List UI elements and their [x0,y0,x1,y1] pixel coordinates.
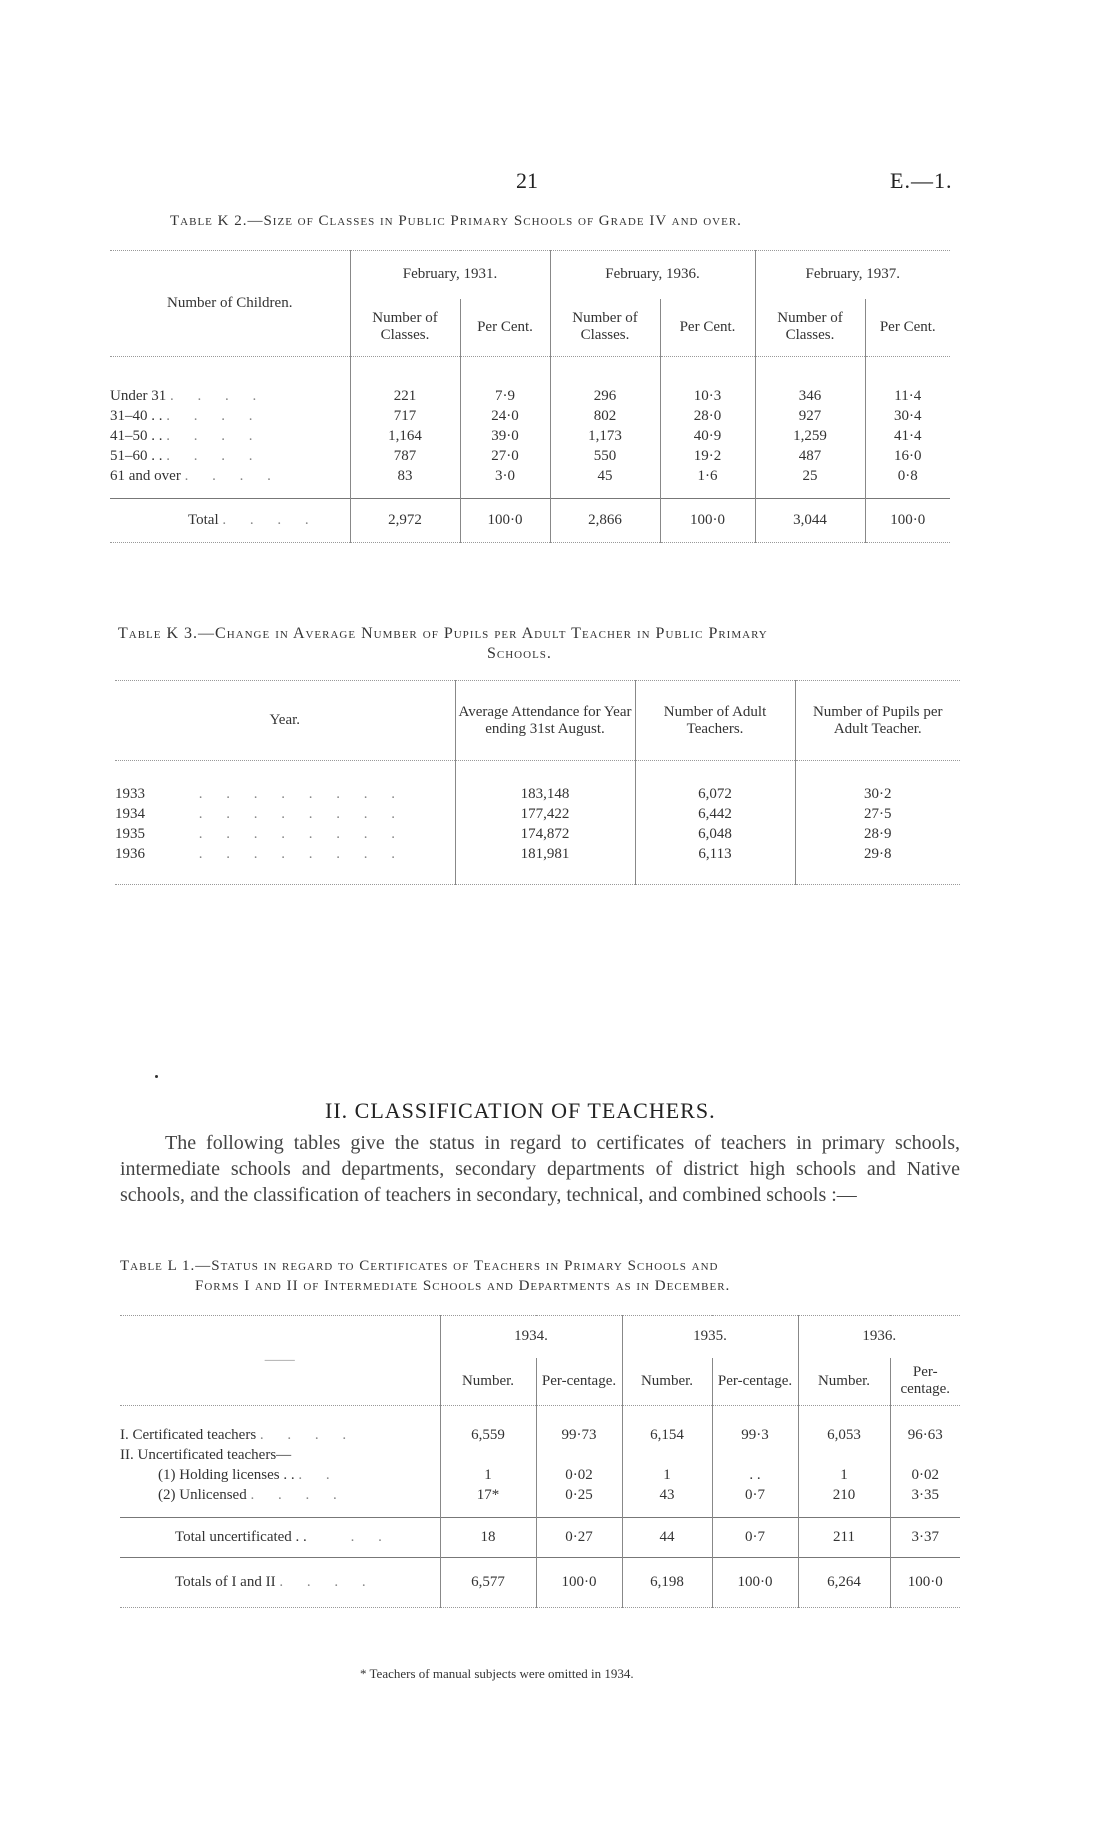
sub-header: Number of Classes. [550,299,660,357]
page-reference: E.—1. [890,168,953,193]
table-k3-caption: Table K 3.—Change in Average Number of Pupils per Adult Teacher in Public Primary [118,625,768,642]
totals-row [120,1558,960,1608]
leader-dots: . . . . [166,428,263,444]
cell: 6,442 [635,805,795,825]
row-label: Under 31 [110,388,167,404]
cell: 1,259 [755,427,865,447]
cell: 100·0 [890,1558,960,1608]
cell: 1,164 [350,427,460,447]
cell: 0·27 [536,1518,622,1558]
cell: 100·0 [712,1558,798,1608]
leader-dots: . . . . [250,1487,347,1503]
period-header: February, 1931. [350,251,550,299]
cell: 2,866 [550,499,660,543]
cell: 6,048 [635,825,795,845]
cell: 18 [440,1518,536,1558]
cell: 28·0 [660,407,755,427]
row-label: (1) Holding licenses . . [158,1467,295,1483]
row-label: I. Certificated teachers [120,1427,257,1443]
table-row [120,1446,960,1466]
row-label: Totals of I and II [175,1574,276,1590]
cell: 100·0 [865,499,950,543]
table-l1-caption-cont: Forms I and II of Intermediate Schools and Departments as in December. [195,1278,731,1294]
cell: 100·0 [536,1558,622,1608]
table-row [110,427,950,447]
cell: 19·2 [660,447,755,467]
cell: 43 [622,1486,712,1506]
row-label: (2) Unlicensed [158,1487,247,1503]
cell: 3·0 [460,467,550,487]
cell: 717 [350,407,460,427]
leader-dots: . . . . [259,1427,357,1443]
cell: 1 [440,1466,536,1486]
footnote: * Teachers of manual subjects were omitted in 1934. [360,1666,634,1681]
cell: 6,072 [635,785,795,805]
sub-header: Number. [622,1358,712,1406]
sub-header: Number of Classes. [350,299,460,357]
cell: 1,173 [550,427,660,447]
cell: 6,113 [635,845,795,865]
period-header: February, 1937. [755,251,950,299]
cell: 96·63 [890,1426,960,1446]
table-k3-caption-cont: Schools. [487,645,552,662]
year-header: 1934. [440,1316,622,1358]
cell: 100·0 [660,499,755,543]
table-k2-caption: Table K 2.—Size of Classes in Public Primary Schools of Grade IV and over. [170,213,742,229]
sub-header: Number of Classes. [755,299,865,357]
cell: 550 [550,447,660,467]
cell: 28·9 [795,825,960,845]
sub-header: Number. [798,1358,890,1406]
cell: 29·8 [795,845,960,865]
cell: 0·7 [712,1518,798,1558]
cell: 45 [550,467,660,487]
row-label: II. Uncertificated teachers— [120,1447,292,1463]
cell: 210 [798,1486,890,1506]
table-row [115,805,960,825]
leader-dots: . . . . [170,388,267,404]
leader-dots: . . . . . . . . [198,786,405,802]
cell: 0·8 [865,467,950,487]
cell: 41·4 [865,427,950,447]
cell: 487 [755,447,865,467]
cell: 10·3 [660,387,755,407]
leader-dots: . . . . [184,468,281,484]
cell: 6,577 [440,1558,536,1608]
leader-dots: . . [298,1467,340,1483]
cell: 100·0 [460,499,550,543]
cell: 346 [755,387,865,407]
row-label: 41–50 . . [110,428,163,444]
leader-dots: . . . . [166,408,263,424]
year-header: 1935. [622,1316,798,1358]
column-header: Number of Pupils per Adult Teacher. [795,681,960,761]
sub-header: Number. [440,1358,536,1406]
leader-dots: . . . . . . . . [198,846,405,862]
column-header: Average Attendance for Year ending 31st August. [455,681,635,761]
table-row [110,407,950,427]
sub-header: Per-centage. [890,1358,960,1406]
leader-dots: . . . . [222,512,319,528]
column-header: Number of Adult Teachers. [635,681,795,761]
table-row [110,447,950,467]
cell: 1 [798,1466,890,1486]
cell: 25 [755,467,865,487]
table-k3 [115,680,960,885]
cell: 3·35 [890,1486,960,1506]
row-label: 61 and over [110,468,181,484]
cell: 0·02 [890,1466,960,1486]
cell: 1 [622,1466,712,1486]
table-l1 [120,1315,960,1608]
cell: 3,044 [755,499,865,543]
total-row [110,499,950,543]
row-label: Total uncertificated . . [175,1529,307,1545]
column-header: Year. [269,712,301,728]
cell: 183,148 [455,785,635,805]
cell: 3·37 [890,1518,960,1558]
cell: 27·5 [795,805,960,825]
cell: 11·4 [865,387,950,407]
cell: 0·25 [536,1486,622,1506]
cell: 174,872 [455,825,635,845]
table-l1-caption: Table L 1.—Status in regard to Certificates of Teachers in Primary Schools and [120,1258,719,1274]
row-label: 51–60 . . [110,448,163,464]
year-header: 1936. [798,1316,960,1358]
cell: 927 [755,407,865,427]
row-header: Number of Children. [167,295,293,311]
year-cell: 1936 [115,846,145,862]
cell: 17* [440,1486,536,1506]
cell: 802 [550,407,660,427]
table-row [115,785,960,805]
cell: 39·0 [460,427,550,447]
leader-dots: . . . . [166,448,263,464]
period-header: February, 1936. [550,251,755,299]
section-paragraph [120,1130,960,1208]
cell: 6,559 [440,1426,536,1446]
cell: 27·0 [460,447,550,467]
leader-dots: . . . . . . . . [198,806,405,822]
stub-header: —— [264,1352,295,1368]
leader-dots: . . [350,1529,392,1545]
year-cell: 1935 [115,826,145,842]
table-row [120,1486,960,1506]
cell: 787 [350,447,460,467]
table-row [110,467,950,487]
sub-header: Per-centage. [536,1358,622,1406]
cell: 44 [622,1518,712,1558]
table-k2 [110,250,950,543]
cell: 6,053 [798,1426,890,1446]
page-number: 21 [516,168,538,193]
stray-mark [155,1075,158,1078]
cell: 177,422 [455,805,635,825]
total-uncertificated-row [120,1518,960,1558]
cell: 99·3 [712,1426,798,1446]
cell: 30·2 [795,785,960,805]
cell: 99·73 [536,1426,622,1446]
cell: 0·7 [712,1486,798,1506]
cell: 2,972 [350,499,460,543]
sub-header: Per-centage. [712,1358,798,1406]
row-label: 31–40 . . [110,408,163,424]
table-row [120,1466,960,1486]
cell: 30·4 [865,407,950,427]
table-row [115,845,960,865]
cell: 24·0 [460,407,550,427]
cell: 16·0 [865,447,950,467]
cell: 221 [350,387,460,407]
cell: 0·02 [536,1466,622,1486]
cell: 83 [350,467,460,487]
cell: 7·9 [460,387,550,407]
cell: 181,981 [455,845,635,865]
year-cell: 1933 [115,786,145,802]
cell: 1·6 [660,467,755,487]
leader-dots: . . . . [279,1574,376,1590]
paragraph-text: The following tables give the status in regard to certificates of teachers in primary schools, intermediate schools and departments, secondary departments of district high schools and Native schools, and the classification of teachers in secondary, technical, and combined schools :— [120,1132,960,1206]
cell: . . [712,1466,798,1486]
table-row [110,387,950,407]
sub-header: Per Cent. [660,299,755,357]
sub-header: Per Cent. [865,299,950,357]
leader-dots: . . . . . . . . [198,826,405,842]
cell: 6,198 [622,1558,712,1608]
table-row [115,825,960,845]
cell: 6,154 [622,1426,712,1446]
year-cell: 1934 [115,806,145,822]
cell: 211 [798,1518,890,1558]
sub-header: Per Cent. [460,299,550,357]
table-row [120,1426,960,1446]
total-label: Total [188,512,219,528]
cell: 296 [550,387,660,407]
cell: 40·9 [660,427,755,447]
cell: 6,264 [798,1558,890,1608]
section-heading: II. CLASSIFICATION OF TEACHERS. [325,1098,716,1123]
